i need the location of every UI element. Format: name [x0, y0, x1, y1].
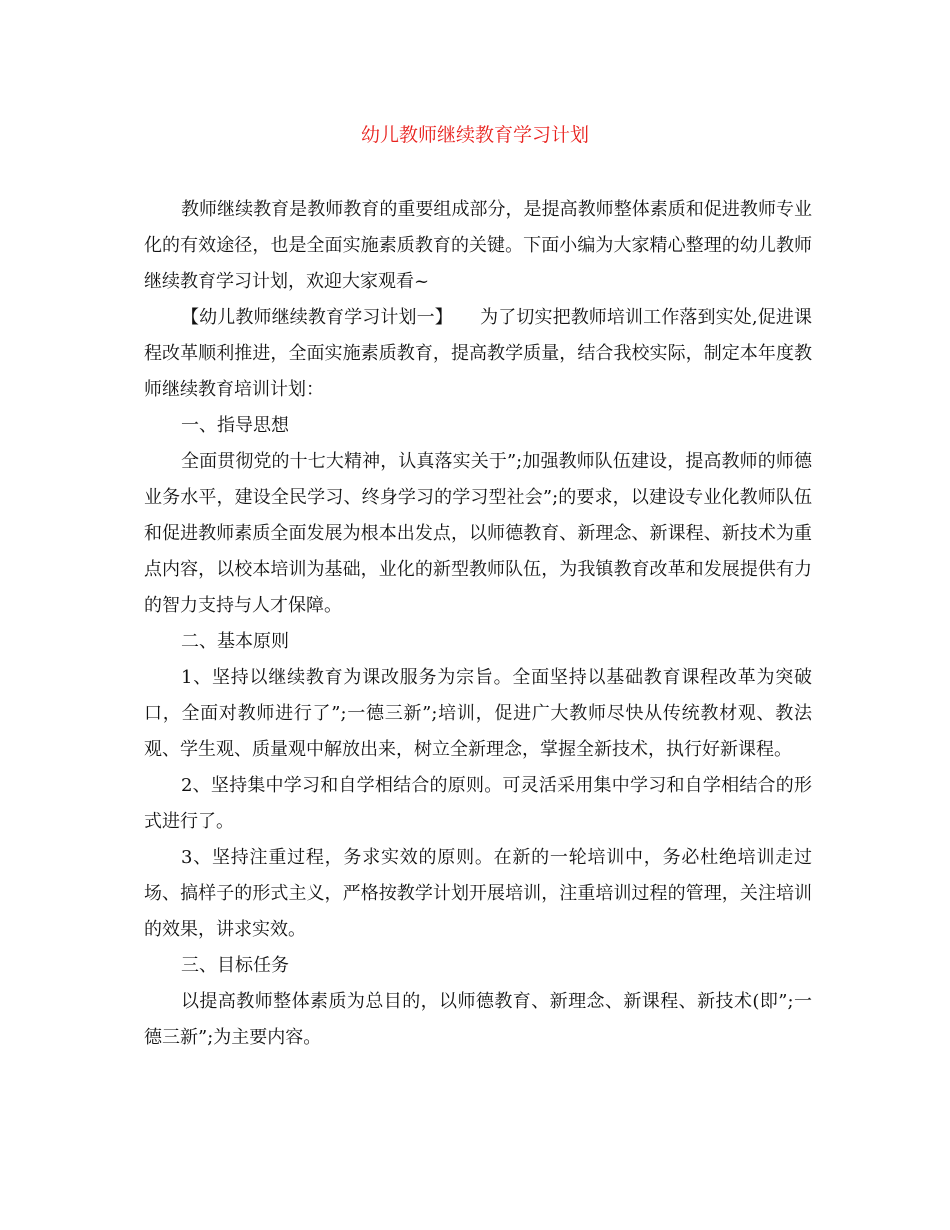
- document-title: 幼儿教师继续教育学习计划: [360, 124, 589, 146]
- principle-two-paragraph: 2、坚持集中学习和自学相结合的原则。可灵活采用集中学习和自学相结合的形式进行了。: [144, 775, 812, 832]
- section-heading-basic-principles: 二、基本原则: [181, 631, 289, 652]
- intro-paragraph: 教师继续教育是教师教育的重要组成部分，是提高教师整体素质和促进教师专业化的有效途径，也是全面实施素质教育的关键。下面小编为大家精心整理的幼儿教师继续教育学习计划，欢迎大家观看~: [144, 199, 812, 292]
- section-heading-goals-tasks: 三、目标任务: [181, 955, 289, 976]
- principle-one-paragraph: 1、坚持以继续教育为课改服务为宗旨。全面坚持以基础教育课程改革为突破口，全面对教师进行了”;一德三新”;培训，促进广大教师尽快从传统教材观、教法观、学生观、质量观中解放出来，树立全新理念，掌握全新技术，执行好新课程。: [144, 667, 812, 760]
- goals-tasks-paragraph: 以提高教师整体素质为总目的，以师德教育、新理念、新课程、新技术(即”;一德三新”;为主要内容。: [144, 991, 812, 1048]
- document-body: [144, 192, 812, 1056]
- guiding-ideology-paragraph: 全面贯彻党的十七大精神，认真落实关于”;加强教师队伍建设，提高教师的师德业务水平，建设全民学习、终身学习的学习型社会”;的要求，以建设专业化教师队伍和促进教师素质全面发展为根本出发点，以师德教育、新理念、新课程、新技术为重点内容，以校本培训为基础，业化的新型教师队伍，为我镇教育改革和发展提供有力的智力支持与人才保障。: [144, 451, 812, 616]
- principle-three-paragraph: 3、坚持注重过程，务求实效的原则。在新的一轮培训中，务必杜绝培训走过场、搞样子的形式主义，严格按教学计划开展培训，注重培训过程的管理，关注培训的效果，讲求实效。: [144, 847, 812, 940]
- plan-one-paragraph: 【幼儿教师继续教育学习计划一】 为了切实把教师培训工作落到实处,促进课程改革顺利推进，全面实施素质教育，提高教学质量，结合我校实际，制定本年度教师继续教育培训计划：: [144, 307, 812, 400]
- section-heading-guiding-ideology: 一、指导思想: [181, 415, 289, 436]
